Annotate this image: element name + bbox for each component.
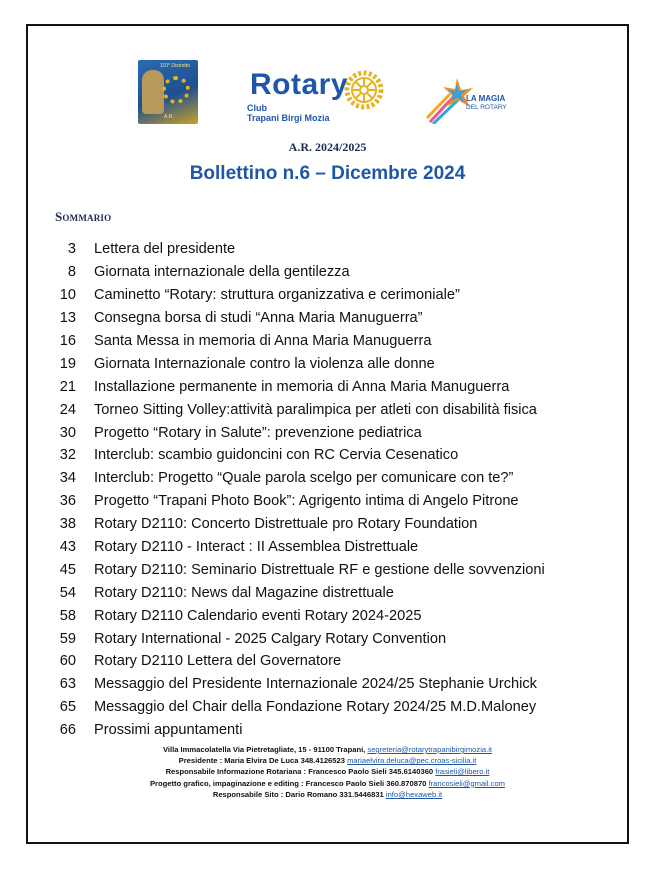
toc-item[interactable] <box>50 627 610 650</box>
toc-page: 59 <box>59 630 76 647</box>
rotary-brand: Rotary <box>250 68 349 101</box>
toc-text: Rotary D2110: News dal Magazine distrettuale <box>94 584 394 601</box>
toc-item[interactable] <box>50 581 610 604</box>
toc-page: 45 <box>59 561 76 578</box>
toc-page: 63 <box>59 676 76 693</box>
toc-page: 60 <box>59 653 76 670</box>
toc-text: Rotary D2110 Calendario eventi Rotary 2024-2025 <box>94 607 422 624</box>
toc-page: 3 <box>67 241 76 258</box>
president-email-link[interactable]: mariaelvira.deluca@pec.croas-sicilia.it <box>347 756 477 766</box>
toc-text: Santa Messa in memoria di Anna Maria Manuguerra <box>94 333 432 349</box>
table-of-contents <box>50 238 610 742</box>
rotary-year: A.R. 2024/2025 <box>288 140 367 154</box>
toc-item[interactable] <box>50 375 610 398</box>
left-logo-caption: 110° Distretto <box>160 63 190 69</box>
info-text: Responsabile Informazione Rotariana : Francesco Paolo Sieli 345.6140360 <box>165 767 436 777</box>
toc-item[interactable] <box>50 558 610 581</box>
toc-text: Prossimi appuntamenti <box>94 722 243 739</box>
club-name <box>247 103 330 123</box>
statue-head-icon <box>142 70 164 114</box>
footer-line-editing <box>0 778 655 789</box>
secretary-email-link[interactable]: segreteria@rotarytrapanibirgimozia.it <box>367 745 493 754</box>
toc-text: Consegna borsa di studi “Anna Maria Manuguerra” <box>94 310 423 327</box>
magia-line1: LA MAGIA <box>466 94 506 103</box>
toc-page: 36 <box>59 493 76 510</box>
toc-text: Torneo Sitting Volley:attività paralimpica per atleti con disabilità fisica <box>94 401 537 418</box>
footer-line-site <box>0 789 655 800</box>
footer-line-president <box>0 755 655 766</box>
toc-page: 30 <box>59 424 76 441</box>
toc-item[interactable] <box>50 513 610 536</box>
editing-email-link[interactable]: francosieli@gmail.com <box>428 778 506 788</box>
toc-item[interactable] <box>50 604 610 627</box>
toc-text: Giornata Internazionale contro la violenza alle donne <box>94 355 435 372</box>
left-club-logo <box>138 60 198 124</box>
toc-text: Interclub: Progetto “Quale parola scelgo per comunicare con te?” <box>94 470 514 487</box>
toc-item[interactable] <box>50 467 610 490</box>
left-logo-foot: A.R. <box>164 114 174 120</box>
toc-page: 34 <box>59 470 76 487</box>
address-text: Villa Immacolatella Via Pietretagliate, 15 - 91100 Trapani, <box>162 745 368 754</box>
toc-page: 38 <box>59 516 76 533</box>
toc-item[interactable] <box>50 719 610 742</box>
toc-item[interactable] <box>50 307 610 330</box>
toc-page: 54 <box>59 584 76 601</box>
toc-item[interactable] <box>50 536 610 559</box>
toc-text: Interclub: scambio guidoncini con RC Cervia Cesenatico <box>94 447 459 464</box>
toc-text: Progetto “Trapani Photo Book”: Agrigento intima di Angelo Pitrone <box>94 493 519 510</box>
toc-item[interactable] <box>50 398 610 421</box>
toc-item[interactable] <box>50 421 610 444</box>
toc-item[interactable] <box>50 330 610 353</box>
editing-text: Progetto grafico, impaginazione e editing : Francesco Paolo Sieli 360.870870 <box>149 778 429 788</box>
toc-text: Lettera del presidente <box>94 241 236 258</box>
rotary-wheel-icon <box>344 70 384 110</box>
bulletin-title: Bollettino n.6 – Dicembre 2024 <box>189 163 466 184</box>
toc-page: 66 <box>59 722 76 739</box>
club-line1: Club <box>247 103 267 113</box>
toc-item[interactable] <box>50 352 610 375</box>
toc-item[interactable] <box>50 490 610 513</box>
rotary-wheel-icon <box>162 76 190 104</box>
toc-text: Rotary International - 2025 Calgary Rotary Convention <box>94 630 447 647</box>
toc-text: Messaggio del Chair della Fondazione Rotary 2024/25 M.D.Maloney <box>94 699 537 716</box>
president-text: Presidente : Maria Elvira De Luca 348.4126523 <box>178 756 348 766</box>
toc-page: 24 <box>59 401 76 418</box>
toc-item[interactable] <box>50 284 610 307</box>
toc-text: Giornata internazionale della gentilezza <box>94 264 350 281</box>
toc-item[interactable] <box>50 650 610 673</box>
toc-page: 58 <box>59 607 76 624</box>
toc-item[interactable] <box>50 444 610 467</box>
toc-item[interactable] <box>50 673 610 696</box>
toc-text: Progetto “Rotary in Salute”: prevenzione pediatrica <box>94 424 422 441</box>
toc-text: Caminetto “Rotary: struttura organizzativa e cerimoniale” <box>94 287 460 304</box>
footer-line-info <box>0 766 655 777</box>
toc-text: Rotary D2110 - Interact : II Assemblea Distrettuale <box>94 539 419 556</box>
toc-text: Rotary D2110: Seminario Distrettuale RF e gestione delle sovvenzioni <box>94 561 545 578</box>
toc-page: 65 <box>59 699 76 716</box>
toc-page: 10 <box>59 287 76 304</box>
footer-line-address <box>0 744 655 755</box>
toc-item[interactable] <box>50 261 610 284</box>
summary-heading: Sommario <box>55 209 112 224</box>
toc-page: 32 <box>59 447 76 464</box>
club-line2: Trapani Birgi Mozia <box>247 113 330 123</box>
toc-page: 21 <box>59 378 76 395</box>
toc-page: 16 <box>59 333 76 349</box>
site-email-link[interactable]: info@hexaweb.it <box>385 789 443 799</box>
toc-text: Rotary D2110 Lettera del Governatore <box>94 653 342 670</box>
toc-item[interactable] <box>50 696 610 719</box>
toc-page: 19 <box>59 355 76 372</box>
toc-text: Messaggio del Presidente Internazionale 2024/25 Stephanie Urchick <box>94 676 537 693</box>
toc-text: Installazione permanente in memoria di Anna Maria Manuguerra <box>94 378 510 395</box>
toc-text: Rotary D2110: Concerto Distrettuale pro Rotary Foundation <box>94 516 478 533</box>
site-text: Responsabile Sito : Dario Romano 331.5446831 <box>212 789 386 799</box>
la-magia-label <box>466 94 507 112</box>
footer-contacts <box>0 744 655 800</box>
toc-page: 13 <box>59 310 76 327</box>
toc-page: 43 <box>59 539 76 556</box>
info-email-link[interactable]: frasieli@libero.it <box>435 767 490 777</box>
toc-page: 8 <box>67 264 76 281</box>
toc-item[interactable] <box>50 238 610 261</box>
magia-line2: DEL ROTARY <box>466 104 507 111</box>
